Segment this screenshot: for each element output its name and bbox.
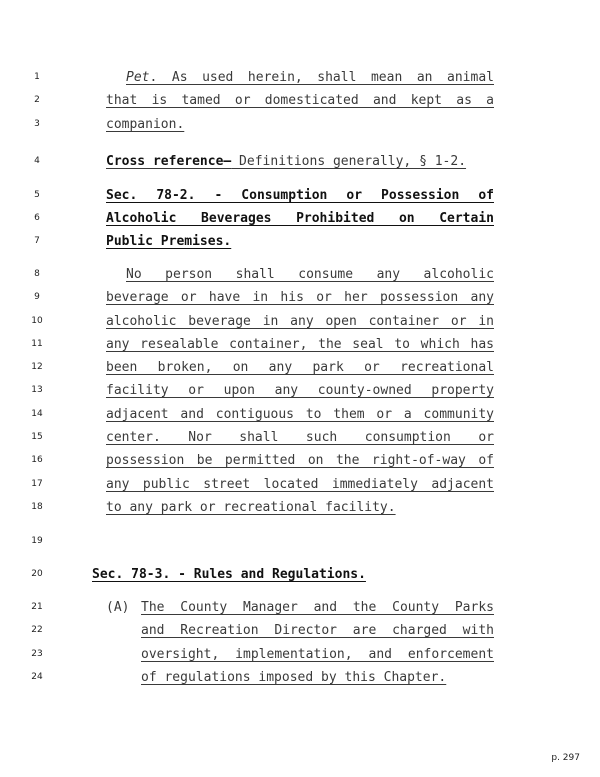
line-number: 12 xyxy=(31,362,43,372)
item-line: and Recreation Director are charged with xyxy=(141,623,494,638)
defined-term: Pet xyxy=(126,70,150,85)
pet-definition-line: companion. xyxy=(106,117,185,132)
item-line: The County Manager and the County Parks xyxy=(141,600,494,615)
body-line: been broken, on any park or recreational xyxy=(106,360,494,375)
body-line: facility or upon any county-owned property xyxy=(106,383,494,398)
line-number: 4 xyxy=(34,156,40,166)
body-line: alcoholic beverage in any open container or in xyxy=(106,314,494,329)
body-line: beverage or have in his or her possession any xyxy=(106,290,494,305)
line-number: 6 xyxy=(34,213,40,223)
line-number: 23 xyxy=(31,649,43,659)
line-number: 11 xyxy=(31,339,43,349)
section-78-3-heading: Sec. 78-3. - Rules and Regulations. xyxy=(92,567,366,582)
line-number: 10 xyxy=(31,316,43,326)
pet-definition-line: that is tamed or domesticated and kept as a xyxy=(106,93,494,108)
line-number: 19 xyxy=(31,536,43,546)
line-number: 9 xyxy=(34,292,40,302)
line-number: 17 xyxy=(31,479,43,489)
body-line: center. Nor shall such consumption or xyxy=(106,430,494,445)
line-number: 7 xyxy=(34,236,40,246)
body-line: adjacent and contiguous to them or a community xyxy=(106,407,494,422)
body-line: No person shall consume any alcoholic xyxy=(126,267,494,282)
line-number: 3 xyxy=(34,119,40,129)
cross-reference xyxy=(106,153,466,171)
line-number: 8 xyxy=(34,269,40,279)
item-line: oversight, implementation, and enforcement xyxy=(141,647,494,662)
item-line: of regulations imposed by this Chapter. xyxy=(141,670,447,685)
line-number: 24 xyxy=(31,672,43,682)
line-number: 21 xyxy=(31,602,43,612)
line-number: 2 xyxy=(34,95,40,105)
line-number: 16 xyxy=(31,455,43,465)
section-heading-line: Public Premises. xyxy=(106,234,232,249)
line-number: 18 xyxy=(31,502,43,512)
section-heading-line: Alcoholic Beverages Prohibited on Certain xyxy=(106,211,494,226)
body-line: possession be permitted on the right-of-way of xyxy=(106,453,494,468)
line-number: 22 xyxy=(31,625,43,635)
body-line: to any park or recreational facility. xyxy=(106,500,396,515)
line-number: 13 xyxy=(31,385,43,395)
line-number: 20 xyxy=(31,569,43,579)
line-number: 1 xyxy=(34,72,40,82)
line-number: 15 xyxy=(31,432,43,442)
item-label: (A) xyxy=(106,600,130,615)
body-line: any resealable container, the seal to which has xyxy=(106,337,494,352)
page-number: p. 297 xyxy=(551,753,580,763)
pet-definition-line: Pet. As used herein, shall mean an animal xyxy=(126,70,494,85)
line-number: 5 xyxy=(34,190,40,200)
cross-reference-label: Cross reference— xyxy=(106,154,232,169)
cross-reference-text: Definitions generally, § 1-2. xyxy=(231,154,467,169)
section-heading-line: Sec. 78-2. - Consumption or Possession of xyxy=(106,188,494,203)
line-number: 14 xyxy=(31,409,43,419)
body-line: any public street located immediately adjacent xyxy=(106,477,494,492)
